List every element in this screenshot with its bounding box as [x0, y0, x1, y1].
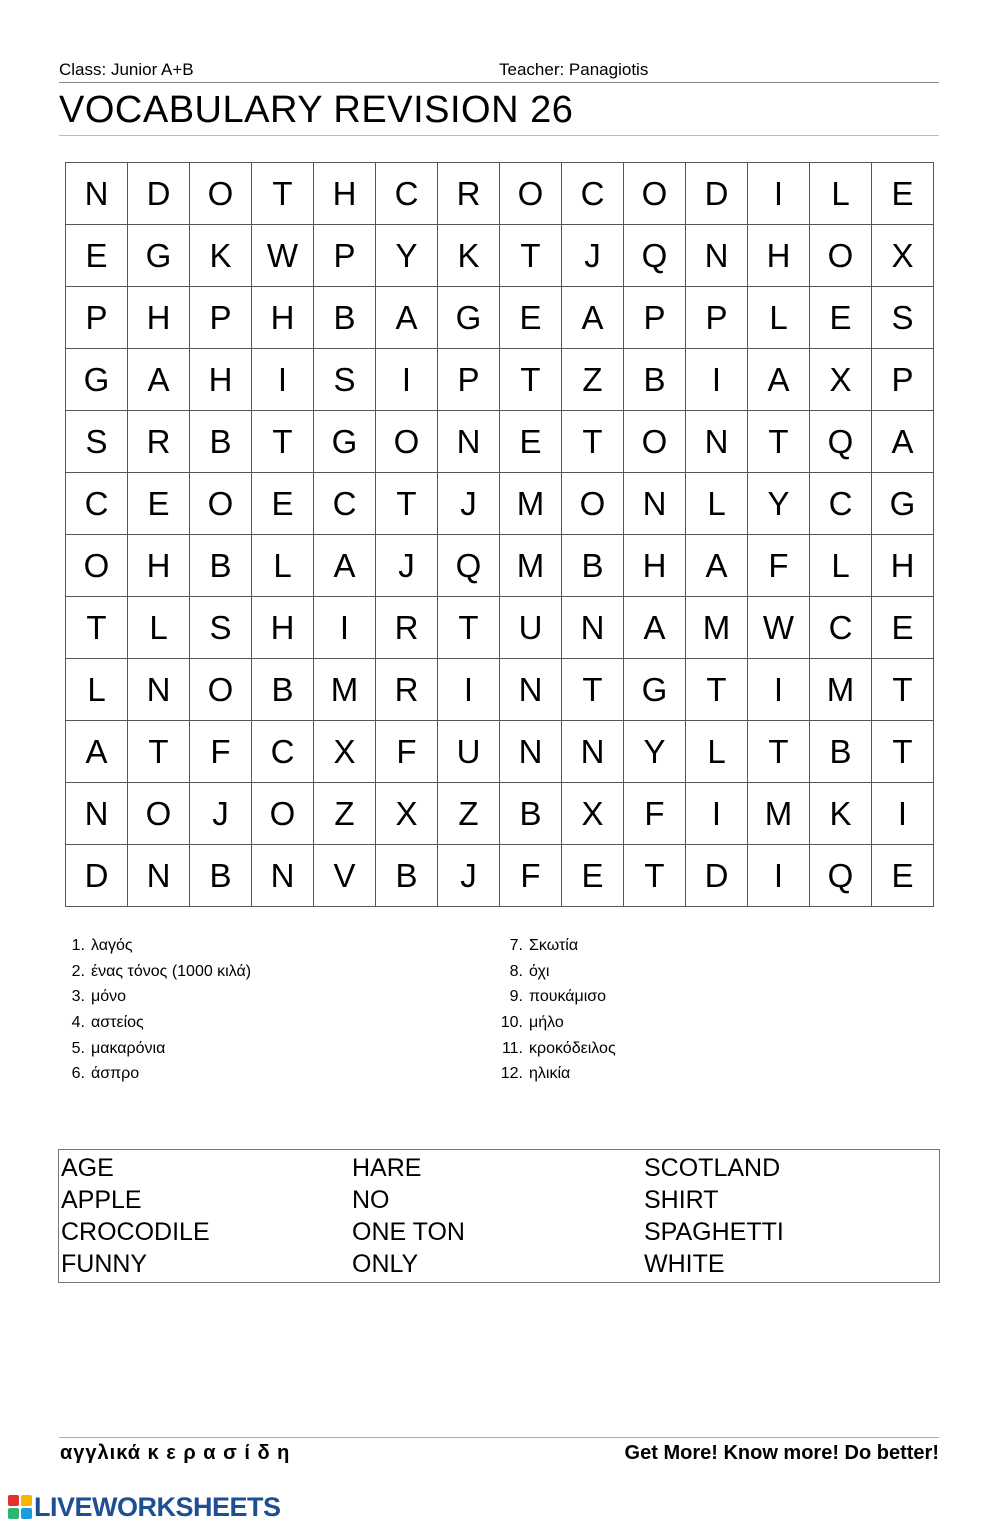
grid-cell[interactable]: I: [872, 783, 934, 845]
grid-cell[interactable]: A: [624, 597, 686, 659]
grid-cell[interactable]: E: [128, 473, 190, 535]
grid-cell[interactable]: T: [500, 225, 562, 287]
clue-list-left: [60, 933, 251, 1087]
grid-cell[interactable]: J: [376, 535, 438, 597]
grid-cell[interactable]: F: [624, 783, 686, 845]
grid-cell[interactable]: J: [438, 845, 500, 907]
grid-cell[interactable]: Z: [438, 783, 500, 845]
grid-cell[interactable]: T: [252, 411, 314, 473]
grid-cell[interactable]: M: [500, 473, 562, 535]
clue-text: άσπρο: [91, 1065, 140, 1083]
grid-cell[interactable]: B: [190, 845, 252, 907]
footer-author: αγγλικά κ ε ρ α σ ί δ η: [60, 1442, 291, 1464]
grid-cell[interactable]: P: [66, 287, 128, 349]
grid-row: [66, 535, 934, 597]
grid-cell[interactable]: P: [686, 287, 748, 349]
grid-cell[interactable]: N: [562, 721, 624, 783]
grid-cell[interactable]: A: [128, 349, 190, 411]
grid-cell[interactable]: C: [66, 473, 128, 535]
grid-cell[interactable]: M: [686, 597, 748, 659]
clue-item: [493, 1036, 616, 1062]
clue-item: [60, 1010, 251, 1036]
clue-item: [60, 1061, 251, 1087]
grid-cell[interactable]: K: [810, 783, 872, 845]
grid-cell[interactable]: U: [500, 597, 562, 659]
grid-cell[interactable]: O: [624, 411, 686, 473]
grid-cell[interactable]: K: [190, 225, 252, 287]
word-bank-word: WHITE: [644, 1250, 725, 1278]
grid-cell[interactable]: A: [872, 411, 934, 473]
clue-item: [493, 959, 616, 985]
grid-cell[interactable]: D: [686, 845, 748, 907]
grid-cell[interactable]: G: [624, 659, 686, 721]
grid-cell[interactable]: N: [252, 845, 314, 907]
grid-cell[interactable]: C: [562, 163, 624, 225]
footer-slogan: Get More! Know more! Do better!: [624, 1442, 939, 1464]
grid-cell[interactable]: E: [872, 845, 934, 907]
word-bank-word: ONE TON: [352, 1218, 465, 1246]
grid-cell[interactable]: I: [748, 845, 810, 907]
grid-cell[interactable]: E: [500, 411, 562, 473]
clue-item: [60, 984, 251, 1010]
grid-cell[interactable]: I: [748, 659, 810, 721]
grid-cell[interactable]: E: [66, 225, 128, 287]
grid-cell[interactable]: T: [66, 597, 128, 659]
grid-cell[interactable]: T: [376, 473, 438, 535]
grid-row: [66, 225, 934, 287]
grid-cell[interactable]: T: [562, 411, 624, 473]
grid-cell[interactable]: C: [810, 473, 872, 535]
grid-cell[interactable]: K: [438, 225, 500, 287]
grid-cell[interactable]: E: [562, 845, 624, 907]
grid-cell[interactable]: T: [748, 411, 810, 473]
grid-cell[interactable]: R: [376, 659, 438, 721]
grid-cell[interactable]: B: [500, 783, 562, 845]
grid-cell[interactable]: C: [314, 473, 376, 535]
grid-cell[interactable]: A: [686, 535, 748, 597]
grid-cell[interactable]: O: [562, 473, 624, 535]
grid-cell[interactable]: G: [872, 473, 934, 535]
grid-cell[interactable]: P: [314, 225, 376, 287]
grid-cell[interactable]: N: [128, 845, 190, 907]
grid-cell[interactable]: T: [748, 721, 810, 783]
grid-cell[interactable]: C: [376, 163, 438, 225]
grid-cell[interactable]: O: [190, 659, 252, 721]
word-bank-word: SHIRT: [644, 1186, 719, 1214]
grid-cell[interactable]: Q: [438, 535, 500, 597]
grid-cell[interactable]: L: [810, 163, 872, 225]
grid-cell[interactable]: Y: [624, 721, 686, 783]
footer-divider: [59, 1437, 939, 1438]
grid-cell[interactable]: O: [252, 783, 314, 845]
logo-square: [8, 1508, 19, 1519]
grid-cell[interactable]: C: [252, 721, 314, 783]
grid-cell[interactable]: G: [314, 411, 376, 473]
word-bank-word: SPAGHETTI: [644, 1218, 784, 1246]
page-title: VOCABULARY REVISION 26: [59, 88, 939, 136]
grid-cell[interactable]: O: [190, 163, 252, 225]
grid-row: [66, 473, 934, 535]
word-bank-column-1: [61, 1152, 210, 1280]
grid-cell[interactable]: H: [748, 225, 810, 287]
grid-cell[interactable]: G: [66, 349, 128, 411]
grid-cell[interactable]: A: [562, 287, 624, 349]
grid-cell[interactable]: B: [376, 845, 438, 907]
grid-cell[interactable]: Z: [562, 349, 624, 411]
grid-cell[interactable]: R: [438, 163, 500, 225]
grid-cell[interactable]: U: [438, 721, 500, 783]
clue-text: μήλο: [529, 1014, 564, 1032]
grid-cell[interactable]: H: [872, 535, 934, 597]
clue-number: 8.: [509, 962, 523, 980]
clue-number: 12.: [500, 1065, 523, 1083]
grid-cell[interactable]: F: [376, 721, 438, 783]
grid-cell[interactable]: N: [500, 659, 562, 721]
grid-cell[interactable]: E: [872, 597, 934, 659]
grid-cell[interactable]: P: [872, 349, 934, 411]
grid-cell[interactable]: W: [748, 597, 810, 659]
logo-square: [21, 1508, 32, 1519]
grid-cell[interactable]: E: [500, 287, 562, 349]
grid-cell[interactable]: S: [66, 411, 128, 473]
grid-cell[interactable]: A: [748, 349, 810, 411]
word-bank-word: AGE: [61, 1154, 114, 1182]
grid-cell[interactable]: I: [376, 349, 438, 411]
grid-cell[interactable]: B: [562, 535, 624, 597]
grid-cell[interactable]: T: [872, 721, 934, 783]
grid-cell[interactable]: E: [872, 163, 934, 225]
clue-text: Σκωτία: [529, 937, 579, 954]
grid-cell[interactable]: P: [438, 349, 500, 411]
grid-cell[interactable]: M: [314, 659, 376, 721]
grid-cell[interactable]: F: [190, 721, 252, 783]
grid-cell[interactable]: W: [252, 225, 314, 287]
clue-item: [493, 984, 616, 1010]
clue-number: 5.: [71, 1039, 85, 1057]
grid-cell[interactable]: Q: [810, 845, 872, 907]
grid-cell[interactable]: B: [624, 349, 686, 411]
grid-cell[interactable]: C: [810, 597, 872, 659]
grid-row: [66, 349, 934, 411]
word-bank-column-2: [352, 1152, 465, 1280]
logo-square: [21, 1495, 32, 1506]
word-bank-word: NO: [352, 1186, 390, 1214]
class-label: Class: Junior A+B: [59, 60, 194, 79]
grid-cell[interactable]: O: [66, 535, 128, 597]
grid-cell[interactable]: N: [562, 597, 624, 659]
grid-cell[interactable]: E: [252, 473, 314, 535]
grid-cell[interactable]: O: [500, 163, 562, 225]
grid-cell[interactable]: R: [128, 411, 190, 473]
clue-number: 9.: [509, 988, 523, 1006]
grid-cell[interactable]: X: [314, 721, 376, 783]
grid-cell[interactable]: N: [500, 721, 562, 783]
grid-cell[interactable]: E: [810, 287, 872, 349]
grid-cell[interactable]: O: [376, 411, 438, 473]
grid-cell[interactable]: N: [438, 411, 500, 473]
grid-cell[interactable]: L: [128, 597, 190, 659]
grid-cell[interactable]: X: [810, 349, 872, 411]
clue-text: λαγός: [91, 937, 133, 954]
grid-cell[interactable]: N: [66, 163, 128, 225]
grid-cell[interactable]: T: [128, 721, 190, 783]
grid-row: [66, 721, 934, 783]
grid-cell[interactable]: O: [810, 225, 872, 287]
grid-cell[interactable]: B: [252, 659, 314, 721]
grid-cell[interactable]: L: [686, 721, 748, 783]
grid-cell[interactable]: I: [748, 163, 810, 225]
clue-number: 2.: [71, 962, 85, 980]
grid-cell[interactable]: L: [252, 535, 314, 597]
grid-cell[interactable]: T: [624, 845, 686, 907]
clue-text: μακαρόνια: [91, 1039, 166, 1057]
grid-cell[interactable]: M: [748, 783, 810, 845]
grid-cell[interactable]: G: [128, 225, 190, 287]
word-bank-word: APPLE: [61, 1186, 142, 1214]
word-bank-word: SCOTLAND: [644, 1154, 781, 1182]
grid-row: [66, 597, 934, 659]
grid-cell[interactable]: Q: [810, 411, 872, 473]
word-bank-word: HARE: [352, 1154, 422, 1182]
grid-cell[interactable]: P: [190, 287, 252, 349]
word-bank-column-3: [644, 1152, 784, 1280]
liveworksheets-logo-text: LIVEWORKSHEETS: [34, 1491, 281, 1522]
grid-cell[interactable]: T: [562, 659, 624, 721]
grid-cell[interactable]: H: [252, 597, 314, 659]
grid-cell[interactable]: L: [66, 659, 128, 721]
grid-cell[interactable]: Z: [314, 783, 376, 845]
grid-cell[interactable]: L: [686, 473, 748, 535]
grid-cell[interactable]: X: [562, 783, 624, 845]
grid-cell[interactable]: I: [252, 349, 314, 411]
word-search-grid: [65, 162, 934, 907]
grid-cell[interactable]: B: [190, 411, 252, 473]
grid-cell[interactable]: R: [376, 597, 438, 659]
grid-cell[interactable]: O: [624, 163, 686, 225]
grid-cell[interactable]: Y: [748, 473, 810, 535]
clue-text: αστείος: [91, 1014, 144, 1032]
grid-cell[interactable]: N: [66, 783, 128, 845]
clue-text: μόνο: [91, 988, 127, 1006]
grid-cell[interactable]: D: [66, 845, 128, 907]
clue-item: [493, 1010, 616, 1036]
grid-cell[interactable]: B: [190, 535, 252, 597]
grid-row: [66, 783, 934, 845]
grid-cell[interactable]: I: [686, 349, 748, 411]
clue-item: [60, 959, 251, 985]
grid-cell[interactable]: M: [810, 659, 872, 721]
clue-text: πουκάμισο: [529, 988, 607, 1006]
clue-number: 10.: [500, 1014, 523, 1032]
clue-list-right: [493, 933, 616, 1087]
grid-cell[interactable]: H: [314, 163, 376, 225]
grid-cell[interactable]: H: [252, 287, 314, 349]
grid-cell[interactable]: T: [438, 597, 500, 659]
grid-cell[interactable]: L: [748, 287, 810, 349]
clue-number: 7.: [509, 937, 523, 954]
clue-text: ένας τόνος (1000 κιλά): [91, 962, 252, 980]
grid-row: [66, 163, 934, 225]
grid-cell[interactable]: J: [562, 225, 624, 287]
grid-cell[interactable]: M: [500, 535, 562, 597]
grid-cell[interactable]: J: [438, 473, 500, 535]
grid-cell[interactable]: G: [438, 287, 500, 349]
grid-cell[interactable]: O: [128, 783, 190, 845]
grid-cell[interactable]: A: [376, 287, 438, 349]
grid-cell[interactable]: V: [314, 845, 376, 907]
grid-cell[interactable]: T: [500, 349, 562, 411]
grid-cell[interactable]: L: [810, 535, 872, 597]
clue-number: 4.: [71, 1014, 85, 1032]
grid-cell[interactable]: F: [500, 845, 562, 907]
teacher-label: Teacher: Panagiotis: [499, 60, 649, 79]
clue-item: [493, 1061, 616, 1087]
grid-cell[interactable]: A: [66, 721, 128, 783]
grid-cell[interactable]: B: [314, 287, 376, 349]
grid-cell[interactable]: B: [810, 721, 872, 783]
grid-cell[interactable]: H: [128, 535, 190, 597]
clue-item: [493, 933, 616, 959]
grid-row: [66, 845, 934, 907]
grid-cell[interactable]: Y: [376, 225, 438, 287]
grid-cell[interactable]: S: [190, 597, 252, 659]
word-bank-word: CROCODILE: [61, 1218, 210, 1246]
clue-number: 1.: [71, 937, 85, 954]
grid-cell[interactable]: I: [438, 659, 500, 721]
word-bank: [58, 1149, 940, 1283]
clue-number: 6.: [71, 1065, 85, 1083]
grid-cell[interactable]: H: [190, 349, 252, 411]
grid-cell[interactable]: S: [314, 349, 376, 411]
grid-cell[interactable]: T: [686, 659, 748, 721]
grid-row: [66, 411, 934, 473]
grid-cell[interactable]: F: [748, 535, 810, 597]
grid-cell[interactable]: D: [128, 163, 190, 225]
grid-cell[interactable]: T: [872, 659, 934, 721]
grid-cell[interactable]: J: [190, 783, 252, 845]
header-row: [59, 58, 939, 83]
clue-number: 11.: [501, 1039, 523, 1057]
grid-cell[interactable]: H: [624, 535, 686, 597]
liveworksheets-logo-icon: [8, 1495, 32, 1519]
liveworksheets-logo[interactable]: [8, 1492, 281, 1522]
grid-row: [66, 659, 934, 721]
word-bank-word: FUNNY: [61, 1250, 148, 1278]
grid-cell[interactable]: A: [314, 535, 376, 597]
logo-square: [8, 1495, 19, 1506]
grid-cell[interactable]: Q: [624, 225, 686, 287]
grid-cell[interactable]: N: [624, 473, 686, 535]
clue-text: κροκόδειλος: [529, 1039, 616, 1057]
grid-cell[interactable]: I: [686, 783, 748, 845]
grid-cell[interactable]: N: [128, 659, 190, 721]
grid-cell[interactable]: X: [872, 225, 934, 287]
clue-item: [60, 1036, 251, 1062]
grid-cell[interactable]: S: [872, 287, 934, 349]
clue-number: 3.: [71, 988, 85, 1006]
grid-cell[interactable]: P: [624, 287, 686, 349]
grid-cell[interactable]: I: [314, 597, 376, 659]
grid-cell[interactable]: D: [686, 163, 748, 225]
clue-text: όχι: [529, 962, 550, 980]
grid-cell[interactable]: X: [376, 783, 438, 845]
grid-cell[interactable]: N: [686, 225, 748, 287]
clue-text: ηλικία: [529, 1065, 571, 1083]
grid-row: [66, 287, 934, 349]
word-bank-word: ONLY: [352, 1250, 419, 1278]
grid-cell[interactable]: T: [252, 163, 314, 225]
clue-item: [60, 933, 251, 959]
grid-cell[interactable]: N: [686, 411, 748, 473]
grid-cell[interactable]: O: [190, 473, 252, 535]
grid-cell[interactable]: H: [128, 287, 190, 349]
